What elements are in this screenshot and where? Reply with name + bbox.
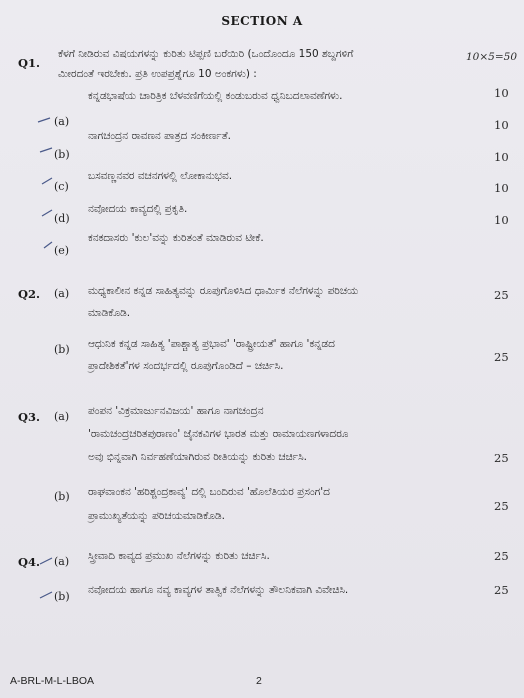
page-number: 2 <box>256 675 262 687</box>
q3-part-b-marks: 25 <box>494 499 509 513</box>
q1-part-a-text: ಕನ್ನಡಭಾಷೆಯ ಚಾರಿತ್ರಿಕ ಬೆಳವಣಿಗೆಯಲ್ಲಿ ಕಂಡುಬರುವ ಧ್ವನಿಬದಲಾವಣೆಗಳು. <box>88 90 343 102</box>
q2-part-a-line-2: ಮಾಡಿಕೊಡಿ. <box>88 307 131 319</box>
q1-total-marks: 10×5=50 <box>466 51 517 63</box>
pencil-tick-marks <box>34 112 58 272</box>
q1-part-e-marks: 10 <box>494 213 509 227</box>
q2-part-a-marks: 25 <box>494 288 509 302</box>
q1-part-b-text: ನಾಗಚಂದ್ರನ ರಾವಣನ ಪಾತ್ರದ ಸಂಕೀರ್ಣತೆ. <box>88 130 232 142</box>
q1-part-e-text: ಕನಕದಾಸರು 'ಕುಲ'ವನ್ನು ಕುರಿತಂತೆ ಮಾಡಿರುವ ಟೀಕೆ. <box>88 232 264 244</box>
q2-part-b-marks: 25 <box>494 350 509 364</box>
q1-part-b-label: (b) <box>54 148 70 161</box>
q4-part-a-text: ಸ್ತ್ರೀವಾದಿ ಕಾವ್ಯದ ಪ್ರಮುಖ ನೆಲೆಗಳನ್ನು ಕುರಿತು ಚರ್ಚಿಸಿ. <box>88 550 270 562</box>
q1-part-d-label: (d) <box>54 212 70 225</box>
q4-part-a-label: (a) <box>54 555 70 568</box>
q4-part-b-text: ನವೋದಯ ಹಾಗೂ ನವ್ಯ ಕಾವ್ಯಗಳ ತಾತ್ವಿಕ ನೆಲೆಗಳನ್ನು ತೌಲನಿಕವಾಗಿ ವಿವೇಚಿಸಿ. <box>88 584 349 596</box>
q1-part-c-label: (c) <box>54 180 69 193</box>
q3-part-b-line-1: ರಾಘವಾಂಕನ 'ಹರಿಶ್ಚಂದ್ರಕಾವ್ಯ' ದಲ್ಲಿ ಬಂದಿರುವ 'ಹೊಲೆತಿಯರ ಪ್ರಸಂಗ'ದ <box>88 486 330 498</box>
q3-part-a-line-2: 'ರಾಮಚಂದ್ರಚರಿತಪುರಾಣಂ' ಜೈನಕವಿಗಳ ಭಾರತ ಮತ್ತು ರಾಮಾಯಣಗಳಾದರೂ <box>88 428 349 440</box>
q2-part-b-line-1: ಆಧುನಿಕ ಕನ್ನಡ ಸಾಹಿತ್ಯ 'ಪಾಶ್ಚಾತ್ಯ ಪ್ರಭಾವ' 'ರಾಷ್ಟ್ರೀಯತೆ' ಹಾಗೂ 'ಕನ್ನಡದ <box>88 338 335 350</box>
q3-part-a-marks: 25 <box>494 451 509 465</box>
q3-part-b-label: (b) <box>54 490 70 503</box>
pencil-tick-marks-q4 <box>36 550 60 610</box>
q3-part-a-line-1: ಪಂಪನ 'ವಿಕ್ರಮಾರ್ಜುನವಿಜಯ' ಹಾಗೂ ನಾಗಚಂದ್ರನ <box>88 405 264 417</box>
q1-part-a-label: (a) <box>54 115 70 128</box>
q4-part-b-marks: 25 <box>494 583 509 597</box>
q2-part-b-label: (b) <box>54 343 70 356</box>
question-number-q2: Q2. <box>18 287 41 301</box>
q3-part-b-line-2: ಪ್ರಾಮುಖ್ಯತೆಯನ್ನು ಪರಿಚಯಮಾಡಿಕೊಡಿ. <box>88 510 225 522</box>
q1-part-b-marks: 10 <box>494 118 509 132</box>
q3-part-a-label: (a) <box>54 410 70 423</box>
question-number-q3: Q3. <box>18 410 41 424</box>
q2-part-a-label: (a) <box>54 287 70 300</box>
q4-part-b-label: (b) <box>54 590 70 603</box>
section-title: SECTION A <box>221 14 303 28</box>
q1-part-d-marks: 10 <box>494 181 509 195</box>
q1-part-c-marks: 10 <box>494 150 509 164</box>
q4-part-a-marks: 25 <box>494 549 509 563</box>
q1-part-a-marks: 10 <box>494 86 509 100</box>
q1-intro-line-1: ಕೆಳಗೆ ನೀಡಿರುವ ವಿಷಯಗಳನ್ನು ಕುರಿತು ಟಿಪ್ಪಣಿ ಬರೆಯಿರಿ (ಒಂದೊಂದೂ 150 ಶಬ್ದಗಳಿಗೆ <box>58 48 354 60</box>
q1-part-e-label: (e) <box>54 244 70 257</box>
q1-part-d-text: ನವೋದಯ ಕಾವ್ಯದಲ್ಲಿ ಪ್ರಕೃತಿ. <box>88 203 188 215</box>
q2-part-b-line-2: ಪ್ರಾದೇಶಿಕತೆ'ಗಳ ಸಂದರ್ಭದಲ್ಲಿ ರೂಪುಗೊಂಡಿದೆ – ಚರ್ಚಿಸಿ. <box>88 360 284 372</box>
question-number-q1: Q1. <box>18 56 41 70</box>
paper-code: A-BRL-M-L-LBOA <box>10 675 95 687</box>
question-number-q4: Q4. <box>18 555 41 569</box>
q2-part-a-line-1: ಮಧ್ಯಕಾಲೀನ ಕನ್ನಡ ಸಾಹಿತ್ಯವನ್ನು ರೂಪುಗೊಳಿಸಿದ ಧಾರ್ಮಿಕ ನೆಲೆಗಳನ್ನು ಪರಿಚಯ <box>88 285 359 297</box>
q3-part-a-line-3: ಅವು ಭಿನ್ನವಾಗಿ ನಿರ್ವಹಣೆಯಾಗಿರುವ ರೀತಿಯನ್ನು ಕುರಿತು ಚರ್ಚಿಸಿ. <box>88 451 308 463</box>
q1-intro-line-2: ಮೀರದಂತೆ ಇರಬೇಕು. ಪ್ರತಿ ಉಪಪ್ರಶ್ನೆಗೂ 10 ಅಂಕಗಳು) : <box>58 68 257 80</box>
q1-part-c-text: ಬಸವಣ್ಣನವರ ವಚನಗಳಲ್ಲಿ ಲೋಕಾನುಭವ. <box>88 170 233 182</box>
